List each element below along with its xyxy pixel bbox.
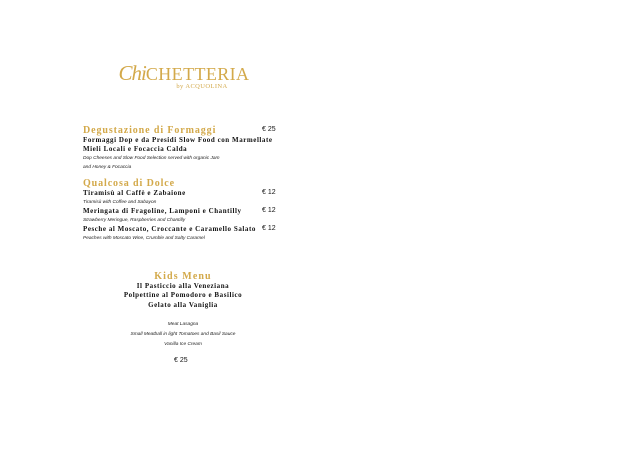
formaggi-dish-line-2: Mieli Locali e Focaccia Calda (83, 145, 188, 153)
kids-item-name: Il Pasticcio alla Veneziana (136, 282, 230, 290)
logo-subtitle: by ACQUOLINA (176, 83, 228, 90)
section-title-kids: Kids Menu (154, 271, 212, 282)
kids-menu (110, 271, 256, 350)
dolce-item-price: € 12 (262, 189, 276, 196)
formaggi-dish-line-1: Formaggi Dop e da Presidi Slow Food con Marmellate (83, 136, 273, 144)
kids-item-desc: Vanilla Ice Cream (164, 341, 202, 347)
dolce-item-desc: Strawberry Meringue, Raspberries and Chantilly (83, 218, 186, 223)
formaggi-desc-line-1: Dop Cheeses and Slow Food Selection served with organic Jam (83, 156, 220, 161)
menu-main (83, 125, 283, 243)
dolce-item-price: € 12 (262, 207, 276, 214)
logo-wordmark (118, 62, 250, 85)
kids-item-name: Gelato alla Vaniglia (148, 300, 218, 309)
kids-item-desc: Small Meatball in light Tomatoes and Basil Sauce (130, 331, 236, 337)
section-title-formaggi: Degustazione di Formaggi (83, 125, 217, 136)
dolce-item-desc: Peaches with Moscato Wine, Crumble and Salty Caramel (83, 236, 205, 241)
dolce-item-name: Meringata di Fragoline, Lamponi e Chantilly (83, 207, 242, 215)
formaggi-price: € 25 (262, 126, 276, 133)
formaggi-desc-line-2: and Honey & Focaccia (83, 165, 132, 170)
menu-item (83, 225, 283, 243)
dolce-item-name: Pesche al Moscato, Croccante e Caramello Salato (83, 225, 256, 233)
restaurant-logo (118, 62, 250, 96)
kids-item-desc: Meat Lasagna (167, 321, 199, 327)
logo-caps-text: CHETTERIA (145, 64, 250, 84)
logo-script-text: Chi (118, 61, 146, 85)
menu-item (83, 207, 283, 225)
dolce-item-name: Tiramisù al Caffè e Zabaione (83, 189, 186, 197)
dolce-item-desc: Tiramisù with Coffee and Sabayon (83, 200, 157, 205)
menu-item (83, 189, 283, 207)
kids-menu-price: € 25 (174, 357, 188, 364)
kids-item-name: Polpettine al Pomodoro e Basilico (123, 291, 243, 300)
formaggi-header-row (83, 125, 283, 136)
section-title-dolce: Qualcosa di Dolce (83, 178, 175, 189)
dolce-item-price: € 12 (262, 225, 276, 232)
